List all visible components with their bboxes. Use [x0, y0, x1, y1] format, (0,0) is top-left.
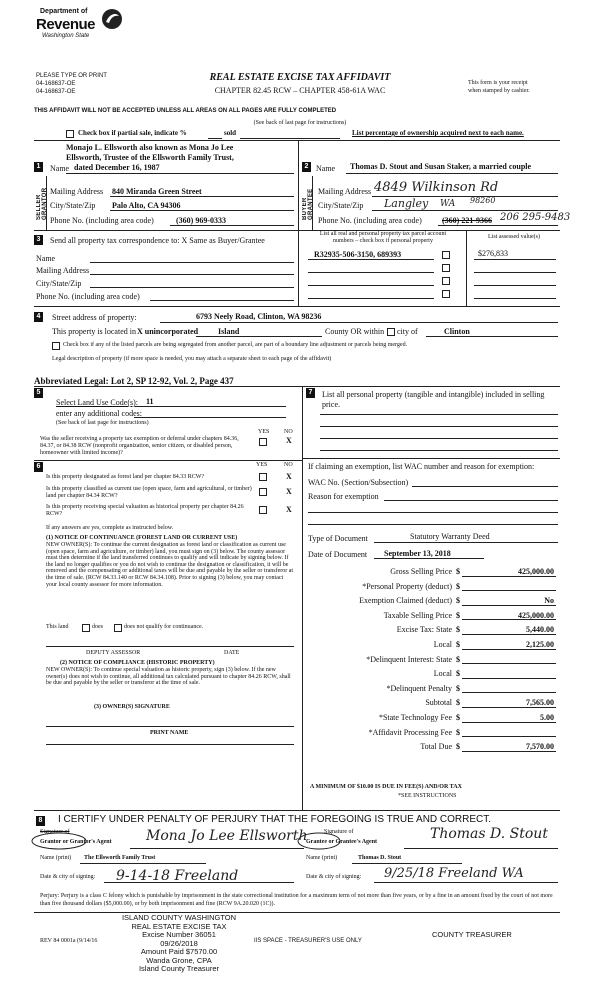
tax-row-line — [462, 722, 556, 723]
tax-row-label: *Delinquent Penalty — [386, 683, 452, 693]
tax-row-label: Taxable Selling Price — [383, 610, 452, 620]
seller-city-value: Palo Alto, CA 94306 — [112, 201, 181, 210]
seller-city-label: City/State/Zip — [50, 201, 96, 210]
tax-row-line — [462, 619, 556, 620]
does-checkbox[interactable] — [82, 624, 90, 632]
historic-no-mark: X — [286, 505, 292, 514]
seller-name-line-1: Monajo L. Ellsworth also known as Mona Jo Lee — [66, 143, 234, 152]
parcels-header-1: List all real and personal property tax parcel account — [319, 231, 447, 237]
grantor-agent-label: Grantor or Grantor's Agent — [40, 839, 112, 845]
tax-row-currency: $ — [456, 640, 460, 649]
exemption-claim-label: If claiming an exemption, list WAC number and reason for exemption: — [308, 462, 535, 471]
tax-row-line — [462, 605, 556, 606]
stamp-line-1: ISLAND COUNTY WASHINGTON — [121, 913, 237, 922]
tax-row-currency: $ — [456, 727, 460, 737]
tax-row-line — [462, 590, 556, 591]
tax-row-line — [462, 736, 556, 737]
grantee-name-print-value: Thomas D. Stout — [358, 855, 402, 861]
section-3-number: 3 — [34, 235, 43, 245]
tax-row — [304, 681, 560, 696]
deputy-assessor-label: DEPUTY ASSESSOR — [86, 650, 141, 656]
tax-row-currency: $ — [456, 596, 460, 606]
buyer-phone-label: Phone No. (including area code) — [318, 216, 422, 225]
deputy-date-label: DATE — [224, 650, 240, 656]
tax-row — [304, 666, 560, 681]
seller-side-label: SELLER GRANTOR — [36, 187, 48, 220]
logo-line1: Department of — [40, 8, 88, 15]
section6-no-header: NO — [284, 462, 293, 468]
see-instructions-note: *SEE INSTRUCTIONS — [398, 793, 457, 799]
logo-line3: Washington State — [42, 33, 90, 39]
parcel-checkbox-4[interactable] — [442, 290, 450, 298]
county-or-within: County OR within — [325, 327, 385, 336]
tax-row — [304, 579, 560, 594]
this-land-label: This land — [46, 624, 69, 630]
tax-row — [304, 593, 560, 608]
does-not-label: does not qualify for continuance. — [124, 624, 204, 630]
city-name: Clinton — [444, 327, 470, 336]
grantee-agent-label: Grantee or Grantee's Agent — [306, 839, 378, 845]
current-use-yes-checkbox[interactable] — [259, 488, 267, 496]
reason-label: Reason for exemption — [308, 492, 379, 501]
form-number-1: 04-168637-OE — [36, 81, 76, 87]
grantor-circle-mark — [30, 832, 88, 850]
wac-label: WAC No. (Section/Subsection) — [308, 478, 409, 487]
stamp-line-3: Excise Number 36051 — [142, 930, 216, 939]
tax-row-line — [462, 678, 556, 679]
owner-signature-label: (3) OWNER(S) SIGNATURE — [94, 704, 170, 710]
certify-statement: I CERTIFY UNDER PENALTY OF PERJURY THAT THE FOREGOING IS TRUE AND CORRECT. — [58, 814, 492, 825]
buyer-name-label: Name — [316, 164, 336, 173]
tax-row-line — [462, 663, 556, 664]
receipt-note-2: when stamped by cashier. — [468, 88, 530, 94]
section-8-number: 8 — [36, 816, 45, 826]
treasurer-use-only: IIS SPACE - TREASURER'S USE ONLY — [254, 938, 362, 944]
buyer-mailing-handwritten: 4849 Wilkinson Rd — [374, 180, 499, 195]
page-title: REAL ESTATE EXCISE TAX AFFIDAVIT — [209, 72, 391, 83]
dor-swoosh-icon — [100, 8, 124, 30]
seller-name-label: Name — [50, 164, 70, 173]
section6-yes-header: YES — [256, 462, 268, 468]
tax-row-label: *Delinquent Interest: State — [366, 654, 452, 664]
doc-date-label: Date of Document — [308, 550, 368, 559]
buyer-mailing-label: Mailing Address — [318, 187, 372, 196]
tax-row-currency: $ — [456, 713, 460, 722]
section-4-number: 4 — [34, 312, 43, 322]
correspondence-label: Send all property tax correspondence to: X Same as Buyer/Grantee — [50, 236, 265, 245]
exemption-question: Was the seller receiving a property tax exemption or deferral under chapters 84.36, 84.37, or 84.38 RCW (nonprofit organization, senior citizen, or disabled person, homeowner with limited income)? — [40, 436, 239, 456]
treasurer-stamp — [114, 914, 244, 974]
dor-logo — [36, 8, 126, 50]
land-use-label: Select Land Use Code(s): — [56, 398, 138, 407]
tax-row-label: *Affidavit Processing Fee — [368, 727, 452, 737]
grantor-name-print-value: The Ellsworth Family Trust — [84, 855, 156, 861]
tax-row — [304, 608, 560, 623]
unincorporated-value: X unincorporated — [137, 327, 199, 336]
parcel-checkbox-3[interactable] — [442, 277, 450, 285]
personal-property-label: List all personal property (tangible and intangible) included in selling price. — [322, 390, 545, 409]
grantor-sig-of: Signature of — [40, 829, 70, 835]
tax-row-currency: $ — [456, 683, 460, 693]
corr-name-label: Name — [36, 254, 56, 263]
seller-name-line-3: dated December 16, 1987 — [74, 163, 160, 172]
city-of-label: city of — [397, 327, 418, 336]
buyer-name-value: Thomas D. Stout and Susan Staker, a married couple — [350, 162, 532, 171]
tax-row — [304, 725, 560, 740]
perjury-notice: Perjury: Perjury is a class C felony which is punishable by imprisonment in the state correctional institution for a maximum term of not more than five years, or by a fine in an amount fixed by the court of not more than five thousand dollars ($5,000.00), or by both imprisonment and fine (RCW 9A.20.020 (1C)). — [40, 893, 553, 907]
section5-see-back: (See back of last page for instructions) — [56, 420, 149, 426]
parcels-header-2: numbers – check box if personal property — [333, 238, 433, 244]
grantee-date-city-label: Date & city of signing: — [306, 874, 362, 880]
tax-row — [304, 622, 560, 637]
tax-row-currency: $ — [456, 581, 460, 591]
buyer-city-label: City/State/Zip — [318, 201, 364, 210]
form-number-2: 04-168637-OE — [36, 89, 76, 95]
located-label: This property is located in — [52, 327, 136, 336]
section-2-number: 2 — [302, 162, 311, 172]
tax-row-currency: $ — [456, 698, 460, 708]
doc-date-value: September 13, 2018 — [384, 549, 451, 558]
assessed-header: List assessed value(s) — [488, 234, 540, 240]
exemption-no-mark: X — [286, 436, 292, 445]
county-treasurer-label: COUNTY TREASURER — [432, 930, 512, 939]
section-7-number: 7 — [306, 388, 315, 398]
section-5-number: 5 — [34, 388, 43, 398]
partial-sale-checkbox[interactable] — [66, 130, 74, 138]
tax-row-label: Exemption Claimed (deduct) — [359, 596, 452, 606]
tax-row-line — [462, 692, 556, 693]
tax-row — [304, 564, 560, 579]
corr-phone-label: Phone No. (including area code) — [36, 292, 140, 301]
rev-form-number: REV 84 0001a (9/14/16 — [40, 938, 98, 944]
tax-table — [304, 564, 560, 754]
tax-row-currency: $ — [456, 567, 460, 576]
grantor-date-city-label: Date & city of signing: — [40, 874, 96, 880]
seller-phone-label: Phone No. (including area code) — [50, 216, 154, 225]
see-back-note: (See back of last page for instructions) — [253, 120, 347, 126]
parcel-numbers: R32935-506-3150, 689393 — [314, 250, 402, 259]
segregated-checkbox[interactable] — [52, 342, 60, 350]
segregated-label: Check box if any of the listed parcels are being segregated from another parcel, are part of a boundary line adjustment or parcels being merged. — [63, 342, 408, 348]
does-label: does — [92, 624, 103, 630]
partial-sale-sold: sold — [224, 129, 237, 137]
historic-yes-checkbox[interactable] — [259, 506, 267, 514]
tax-row-line — [462, 707, 556, 708]
corr-mailing-label: Mailing Address — [36, 266, 90, 275]
section-6-number: 6 — [34, 462, 43, 472]
section5-yes-header: YES — [258, 429, 270, 435]
tax-row-label: Gross Selling Price — [390, 567, 452, 576]
land-use-code: 11 — [146, 397, 154, 406]
notice-continuance-body: NEW OWNER(S): To continue the current designation as forest land or classification as current use (open space, farm and agriculture, or timber) land, you must sign on (3) below. The county assessor must then determine if the land transferred continues to qualify and will indicate by signing below. If the land no longer qualifies or you do not wish to continue the designation or classification, it will be removed and the compensating or additional taxes will be due and payable by the seller or transferor at the time of sale. (RCW 84.33.140 or RCW 84.34.108). Prior to signing (3) below, you may contact your local county assessor for more information. — [46, 542, 294, 588]
current-use-no-mark: X — [286, 487, 292, 496]
buyer-phone-handwritten: 206 295-9483 — [500, 212, 571, 223]
section5-no-header: NO — [284, 429, 293, 435]
tax-row-value: 425,000.00 — [518, 610, 554, 620]
forest-no-mark: X — [286, 472, 292, 481]
tax-row-label: Subtotal — [425, 698, 452, 708]
tax-row-label: Local — [433, 640, 452, 649]
tax-row-value: 5,440.00 — [526, 625, 554, 635]
current-use-question: Is this property classified as current use (open space, farm and agricultural, or timber) land per chapter 84.34 RCW? — [46, 486, 252, 499]
street-label: Street address of property: — [52, 313, 137, 322]
page-subtitle: CHAPTER 82.45 RCW – CHAPTER 458-61A WAC — [214, 86, 386, 95]
warning-banner: THIS AFFIDAVIT WILL NOT BE ACCEPTED UNLESS ALL AREAS ON ALL PAGES ARE FULLY COMPLETED — [34, 108, 337, 114]
grantee-signature: Thomas D. Stout — [430, 826, 548, 842]
notice-continuance-title: (1) NOTICE OF CONTINUANCE (FOREST LAND OR CURRENT USE) — [46, 535, 238, 541]
parcel-checkbox-1[interactable] — [442, 251, 450, 259]
section-1-number: 1 — [34, 162, 43, 172]
grantor-date-city-value: 9-14-18 Freeland — [116, 868, 239, 884]
please-type: PLEASE TYPE OR PRINT — [36, 73, 107, 79]
assessed-value: $276,833 — [478, 249, 508, 258]
doc-type-value: Statutory Warranty Deed — [410, 532, 490, 541]
exemption-yes-checkbox[interactable] — [259, 438, 267, 446]
forest-land-question: Is this property designated as forest land per chapter 84.33 RCW? — [46, 474, 205, 480]
corr-city-label: City/State/Zip — [36, 279, 82, 288]
print-name-label: PRINT NAME — [150, 730, 189, 736]
logo-line2: Revenue — [36, 16, 96, 33]
tax-row-currency: $ — [456, 654, 460, 664]
tax-row — [304, 695, 560, 710]
tax-row — [304, 637, 560, 652]
tax-row — [304, 739, 560, 754]
tax-row-currency: $ — [456, 625, 460, 635]
stamp-line-7: Island County Treasurer — [138, 964, 220, 973]
tax-row — [304, 652, 560, 667]
tax-row-label: Total Due — [420, 742, 452, 752]
minimum-due-note: A MINIMUM OF $10.00 IS DUE IN FEE(S) AND/OR TAX — [310, 784, 462, 790]
grantee-circle-mark — [296, 832, 342, 850]
city-of-checkbox[interactable] — [387, 328, 395, 336]
grantor-signature: Mona Jo Lee Ellsworth — [146, 828, 308, 844]
tax-row-label: Excise Tax: State — [396, 625, 452, 635]
county-name: Island — [218, 327, 240, 336]
tax-row-value: 7,570.00 — [526, 742, 554, 752]
legal-label: Legal description of property (if more space is needed, you may attach a separate sheet to each page of the affidavit) — [52, 356, 332, 362]
forest-yes-checkbox[interactable] — [259, 473, 267, 481]
historic-question: Is this property receiving special valuation as historical property per chapter 84.26 RCW? — [46, 504, 244, 517]
stamp-line-2: REAL ESTATE EXCISE TAX — [131, 921, 227, 931]
if-yes-instruction: If any answers are yes, complete as instructed below. — [46, 525, 174, 531]
seller-mailing-label: Mailing Address — [50, 187, 104, 196]
does-not-checkbox[interactable] — [114, 624, 122, 632]
stamp-line-5: Amount Paid $7570.00 — [140, 947, 218, 956]
tax-row-line — [462, 576, 556, 577]
abbreviated-legal: Abbreviated Legal: Lot 2, SP 12-92, Vol. 2, Page 437 — [34, 376, 234, 386]
seller-name-line-2: Ellsworth, Trustee of the Ellsworth Family Trust, — [66, 153, 234, 162]
additional-codes-label: enter any additional codes: — [56, 409, 142, 418]
tax-row-line — [462, 649, 556, 650]
stamp-line-4: 09/26/2018 — [160, 938, 198, 948]
tax-row — [304, 710, 560, 725]
tax-row-currency: $ — [456, 610, 460, 620]
tax-row-value: 425,000.00 — [518, 567, 554, 576]
buyer-state-handwritten: WA — [440, 199, 456, 209]
tax-row-label: *State Technology Fee — [378, 713, 452, 722]
tax-row-currency: $ — [456, 742, 460, 752]
street-value: 6793 Neely Road, Clinton, WA 98236 — [196, 312, 322, 321]
ownership-note: List percentage of ownership acquired next to each name. — [352, 129, 524, 137]
notice-compliance-title: (2) NOTICE OF COMPLIANCE (HISTORIC PROPERTY) — [60, 660, 215, 666]
grantor-name-print-label: Name (print) — [40, 855, 72, 861]
seller-phone-value: (360) 969-0333 — [176, 216, 226, 225]
buyer-side-label: BUYER GRANTEE — [302, 188, 314, 220]
tax-row-line — [462, 634, 556, 635]
buyer-city-handwritten: Langley — [384, 197, 429, 210]
stamp-line-6: Wanda Grone, CPA — [146, 955, 212, 965]
parcel-checkbox-2[interactable] — [442, 264, 450, 272]
buyer-zip-handwritten: 98260 — [470, 196, 496, 205]
tax-row-line — [462, 751, 556, 752]
tax-row-currency: $ — [456, 669, 460, 679]
partial-sale-label: Check box if partial sale, indicate % — [78, 129, 187, 137]
buyer-phone-struck: (360) 221-9366 — [442, 216, 492, 225]
grantee-name-print-label: Name (print) — [306, 855, 338, 861]
tax-row-value: No — [544, 596, 554, 606]
tax-row-value: 2,125.00 — [526, 640, 554, 649]
tax-row-value: 7,565.00 — [526, 698, 554, 708]
grantee-date-city-value: 9/25/18 Freeland WA — [384, 866, 524, 881]
tax-row-label: Local — [433, 669, 452, 679]
grantee-sig-of: Signature of — [324, 829, 354, 835]
seller-mailing-value: 840 Miranda Green Street — [112, 187, 202, 196]
receipt-note-1: This form is your receipt — [468, 80, 528, 86]
tax-row-value: 5.00 — [540, 713, 554, 722]
tax-row-label: *Personal Property (deduct) — [362, 581, 452, 591]
notice-compliance-body: NEW OWNER(S): To continue special valuation as historic property, sign (3) below. If the new owner(s) does not wish to continue, all additional tax calculated pursuant to chapter 84.26 RCW, shall be due and payable by the seller or transferor at the time of sale. — [46, 667, 291, 687]
doc-type-label: Type of Document — [308, 534, 368, 543]
